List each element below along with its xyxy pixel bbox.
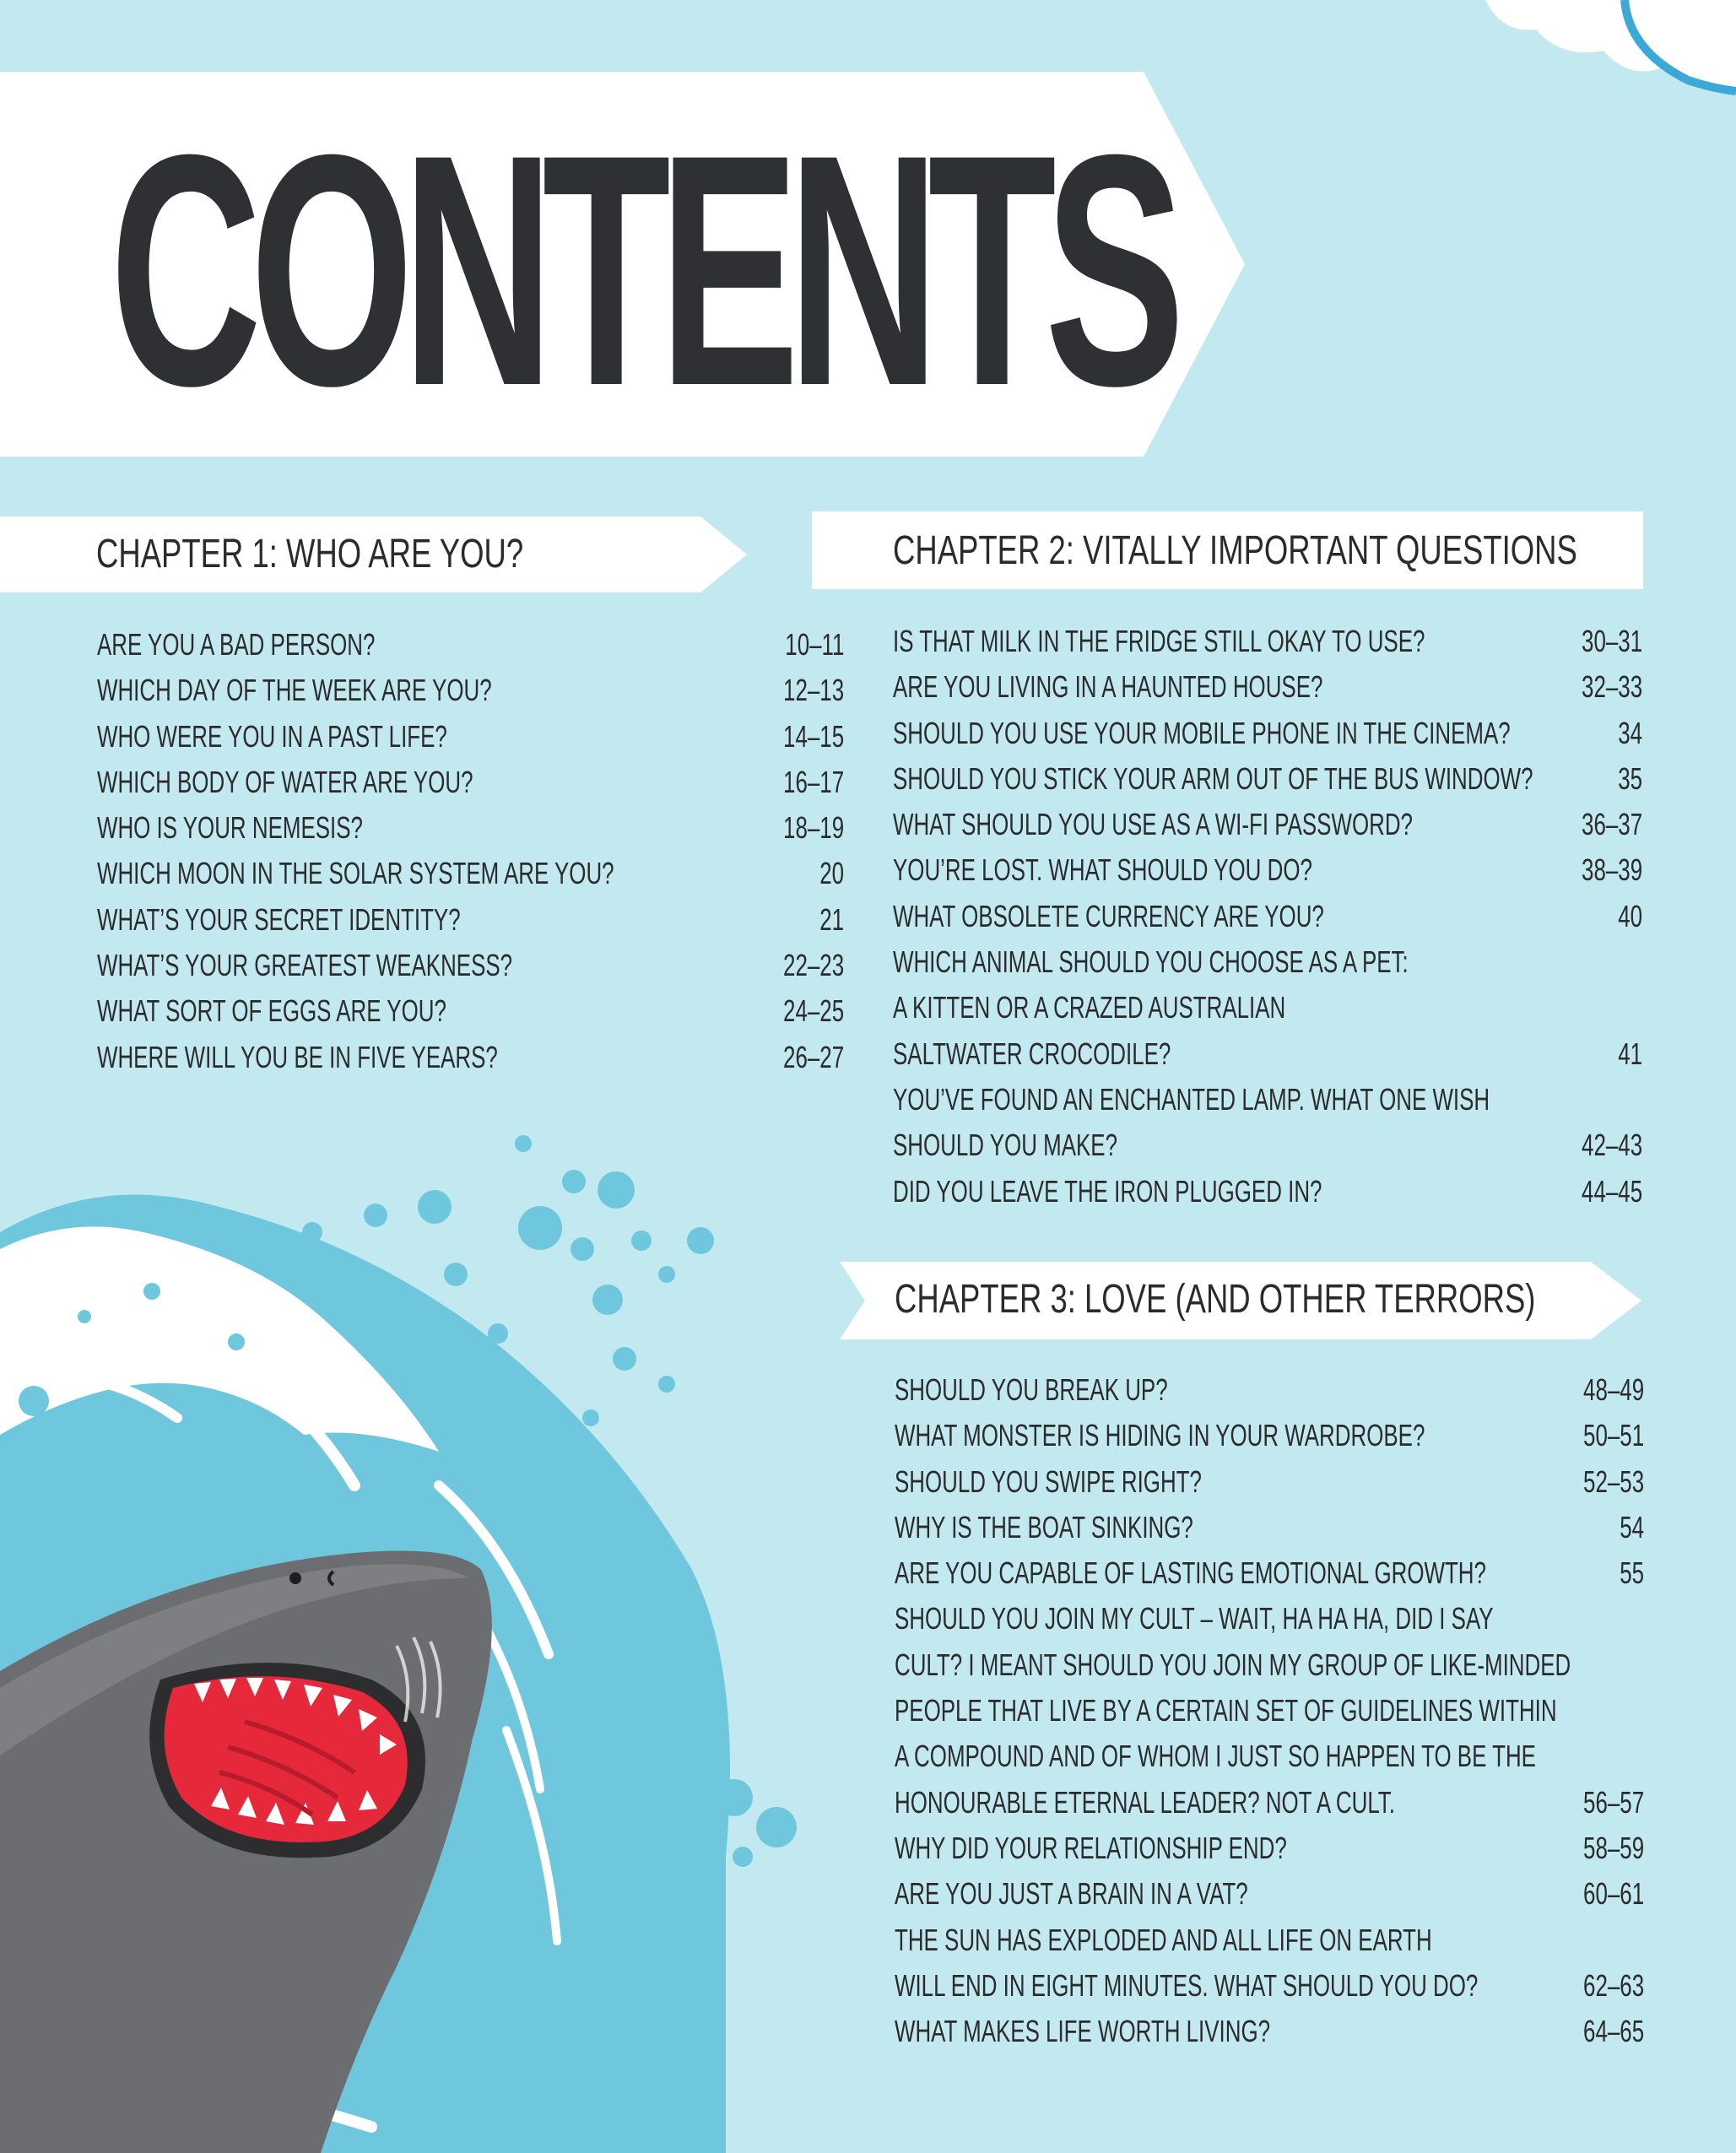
toc-entry	[895, 1367, 1644, 1413]
toc-entry	[895, 1596, 1644, 1642]
toc-page-number: 40	[1618, 898, 1642, 933]
toc-question: WILL END IN EIGHT MINUTES. WHAT SHOULD YOU DO?	[895, 1967, 1479, 2003]
toc-page-number: 32–33	[1581, 669, 1642, 705]
toc-question: ARE YOU LIVING IN A HAUNTED HOUSE?	[893, 669, 1323, 705]
toc-entry	[895, 1918, 1644, 1963]
toc-page-number: 55	[1620, 1555, 1644, 1591]
toc-page-number: 42–43	[1581, 1128, 1642, 1163]
cloud-icon	[1485, 0, 1736, 93]
toc-page-number: 56–57	[1582, 1784, 1644, 1820]
toc-entry	[893, 1077, 1642, 1122]
toc-entry	[893, 1122, 1642, 1168]
toc-question: SALTWATER CROCODILE?	[893, 1036, 1171, 1071]
toc-question: YOU’RE LOST. WHAT SHOULD YOU DO?	[893, 852, 1312, 888]
toc-question: WHICH ANIMAL SHOULD YOU CHOOSE AS A PET:	[893, 944, 1409, 980]
toc-page-number: 18–19	[782, 810, 844, 846]
toc-entry	[893, 756, 1642, 802]
toc-question: A KITTEN OR A CRAZED AUSTRALIAN	[893, 990, 1286, 1025]
toc-page-number: 30–31	[1581, 624, 1642, 658]
toc-question: WHAT’S YOUR GREATEST WEAKNESS?	[97, 948, 513, 983]
toc-page-number: 20	[819, 856, 844, 891]
toc-entry	[97, 897, 844, 943]
toc-page-number: 35	[1618, 760, 1642, 796]
toc-entry	[97, 668, 844, 713]
toc-question: WHY DID YOUR RELATIONSHIP END?	[895, 1830, 1287, 1865]
toc-question: WHERE WILL YOU BE IN FIVE YEARS?	[97, 1039, 498, 1074]
toc-question: WHAT SHOULD YOU USE AS A WI-FI PASSWORD?	[893, 807, 1413, 842]
toc-page-number: 16–17	[782, 764, 844, 799]
toc-entry	[97, 851, 844, 896]
toc-page-number: 58–59	[1582, 1830, 1644, 1865]
toc-page-number: 10–11	[784, 627, 844, 662]
toc-page-number: 38–39	[1581, 852, 1642, 888]
toc-page-number: 50–51	[1582, 1418, 1644, 1453]
toc-entry	[895, 1505, 1644, 1550]
toc-question: A COMPOUND AND OF WHOM I JUST SO HAPPEN TO BE THE	[895, 1739, 1536, 1774]
toc-question: SHOULD YOU BREAK UP?	[895, 1372, 1168, 1407]
toc-page-number: 21	[819, 901, 844, 937]
toc-entry	[97, 943, 844, 988]
toc-question: WHICH MOON IN THE SOLAR SYSTEM ARE YOU?	[97, 856, 614, 891]
toc-question: SHOULD YOU USE YOUR MOBILE PHONE IN THE CINEMA?	[893, 715, 1511, 750]
toc-entry	[97, 805, 844, 851]
toc-question: WHAT MAKES LIFE WORTH LIVING?	[895, 2014, 1271, 2049]
chapter-1-title: CHAPTER 1: WHO ARE YOU?	[96, 532, 524, 576]
toc-question: HONOURABLE ETERNAL LEADER? NOT A CULT.	[895, 1784, 1395, 1820]
toc-entry	[895, 1780, 1644, 1826]
toc-question: WHO WERE YOU IN A PAST LIFE?	[97, 718, 447, 754]
toc-question: ARE YOU CAPABLE OF LASTING EMOTIONAL GROWTH?	[895, 1555, 1486, 1591]
toc-page-number: 36–37	[1581, 807, 1642, 842]
toc-question: PEOPLE THAT LIVE BY A CERTAIN SET OF GUIDELINES WITHIN	[895, 1693, 1557, 1728]
toc-question: WHAT OBSOLETE CURRENCY ARE YOU?	[893, 898, 1324, 933]
toc-page-number: 34	[1618, 715, 1642, 750]
toc-entry	[97, 622, 844, 668]
toc-page-number: 54	[1620, 1509, 1644, 1544]
toc-entry	[895, 1688, 1644, 1734]
toc-page-number: 64–65	[1582, 2014, 1644, 2049]
toc-question: SHOULD YOU MAKE?	[893, 1128, 1118, 1163]
toc-question: SHOULD YOU STICK YOUR ARM OUT OF THE BUS WINDOW?	[893, 760, 1533, 796]
toc-question: ARE YOU A BAD PERSON?	[97, 627, 376, 662]
toc-question: CULT? I MEANT SHOULD YOU JOIN MY GROUP OF LIKE-MINDED	[895, 1647, 1571, 1682]
chapter-3-title: CHAPTER 3: LOVE (AND OTHER TERRORS)	[895, 1277, 1536, 1322]
toc-entry	[895, 2009, 1644, 2054]
toc-question: WHAT SORT OF EGGS ARE YOU?	[97, 993, 446, 1029]
toc-entry	[893, 711, 1642, 756]
chapter-3-list	[895, 1367, 1644, 2054]
chapter-2-list	[893, 619, 1642, 1214]
toc-entry	[893, 894, 1642, 939]
toc-entry	[895, 1826, 1644, 1871]
toc-entry	[895, 1871, 1644, 1917]
toc-page-number: 44–45	[1581, 1173, 1642, 1209]
toc-page-number: 14–15	[782, 718, 844, 754]
toc-question: ARE YOU JUST A BRAIN IN A VAT?	[895, 1876, 1248, 1912]
toc-question: SHOULD YOU JOIN MY CULT – WAIT, HA HA HA, DID I SAY	[895, 1601, 1494, 1636]
toc-entry	[97, 1035, 844, 1080]
toc-entry	[893, 985, 1642, 1031]
toc-entry	[97, 760, 844, 805]
toc-entry	[895, 1413, 1644, 1458]
toc-question: WHY IS THE BOAT SINKING?	[895, 1509, 1193, 1544]
toc-entry	[895, 1642, 1644, 1688]
toc-question: WHO IS YOUR NEMESIS?	[97, 810, 363, 846]
toc-question: WHAT’S YOUR SECRET IDENTITY?	[97, 901, 461, 937]
toc-entry	[895, 1734, 1644, 1779]
toc-page-number: 52–53	[1582, 1463, 1644, 1499]
toc-question: YOU’VE FOUND AN ENCHANTED LAMP. WHAT ONE WISH	[893, 1081, 1490, 1117]
toc-page-number: 12–13	[782, 673, 844, 708]
toc-entry	[895, 1963, 1644, 2009]
toc-page-number: 41	[1618, 1036, 1642, 1071]
toc-page-number: 48–49	[1582, 1372, 1644, 1407]
toc-entry	[893, 939, 1642, 985]
toc-entry	[893, 619, 1642, 664]
toc-entry	[97, 714, 844, 760]
toc-entry	[893, 1169, 1642, 1214]
page-title: CONTENTS	[110, 86, 1174, 454]
toc-entry	[895, 1550, 1644, 1596]
toc-question: WHICH DAY OF THE WEEK ARE YOU?	[97, 673, 492, 708]
toc-page-number: 62–63	[1582, 1967, 1644, 2003]
toc-question: DID YOU LEAVE THE IRON PLUGGED IN?	[893, 1173, 1322, 1209]
toc-question: WHICH BODY OF WATER ARE YOU?	[97, 764, 473, 799]
toc-entry	[895, 1459, 1644, 1505]
toc-page-number: 22–23	[782, 948, 844, 983]
toc-entry	[97, 988, 844, 1034]
toc-question: SHOULD YOU SWIPE RIGHT?	[895, 1463, 1202, 1499]
toc-entry	[893, 847, 1642, 893]
toc-page-number: 60–61	[1582, 1876, 1644, 1912]
chapter-2-title: CHAPTER 2: VITALLY IMPORTANT QUESTIONS	[893, 528, 1577, 573]
toc-entry	[893, 1031, 1642, 1077]
toc-page-number: 26–27	[782, 1039, 844, 1074]
toc-entry	[893, 802, 1642, 847]
toc-question: WHAT MONSTER IS HIDING IN YOUR WARDROBE?	[895, 1418, 1425, 1453]
toc-page-number: 24–25	[782, 993, 844, 1029]
toc-question: THE SUN HAS EXPLODED AND ALL LIFE ON EARTH	[895, 1922, 1432, 1957]
toc-question: IS THAT MILK IN THE FRIDGE STILL OKAY TO USE?	[893, 624, 1425, 658]
toc-entry	[893, 664, 1642, 710]
chapter-1-list	[97, 622, 844, 1080]
